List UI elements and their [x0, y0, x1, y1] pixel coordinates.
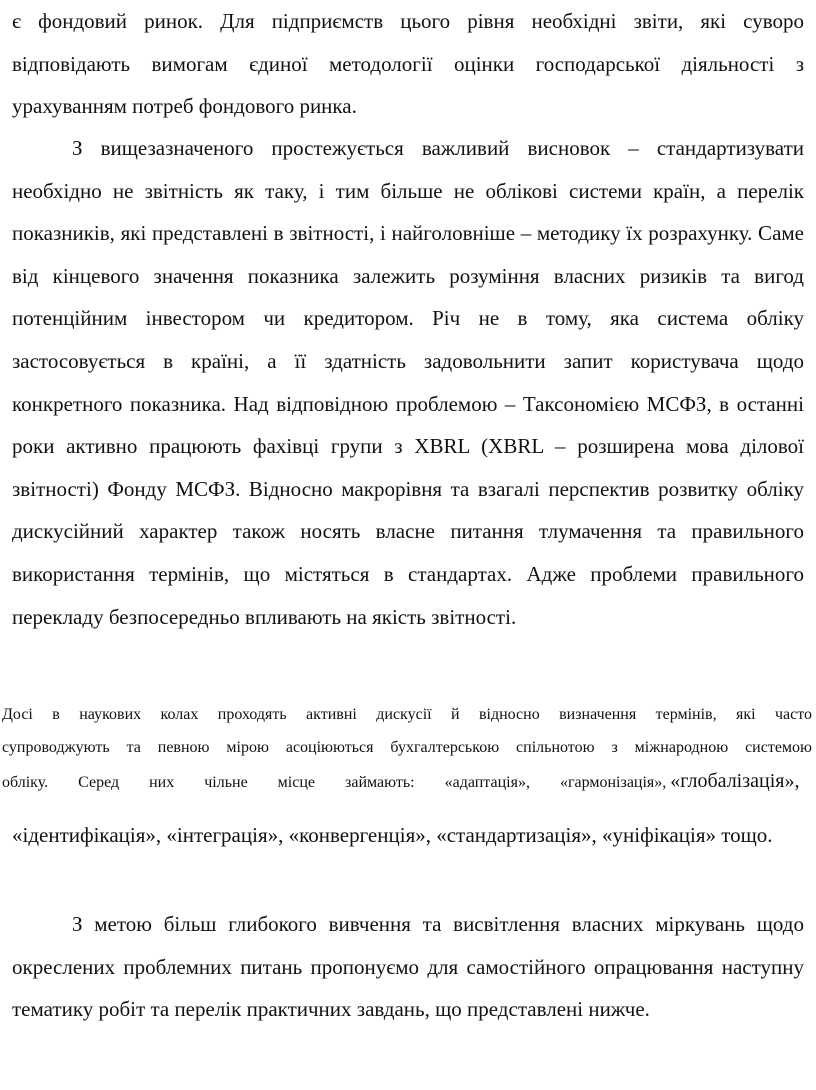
- small-text-line-1: Досі в наукових колах проходять активні дискусії й відносно визначення термінів, які часто: [2, 706, 812, 723]
- small-text-line-3-main: обліку. Серед них чільне місце займають: «адаптація», «гармонізація»,: [2, 774, 667, 791]
- paragraph-stock-market: є фондовий ринок. Для підприємств цього рівня необхідні звіти, які суворо відповідають вимогам єдиної методології оцінки господарської діяльності з урахуванням потреб фондового ринка.: [12, 9, 804, 119]
- small-text-line-2: супроводжують та певною мірою асоціюються бухгалтерською спільнотою з міжнародною системою: [2, 739, 812, 756]
- small-text-line-3: [2, 764, 812, 800]
- small-text-line-3-globalization: «глобалізація»,: [670, 770, 800, 792]
- paragraph-study-proposal: З метою більш глибокого вивчення та висвітлення власних міркувань щодо окреслених проблемних питань пропонуємо для самостійного опрацювання наступну тематику робіт та перелік практичних завдань, що представлені нижче.: [12, 912, 804, 1022]
- paragraph-standardization-conclusion: [12, 127, 804, 638]
- paragraph-terms-list: «ідентифікація», «інтеграція», «конвергенція», «стандартизація», «уніфікація» тощо.: [12, 823, 773, 847]
- paragraph-standardization-text: З вищезазначеного простежується важливий висновок – стандартизувати необхідно не звітність як таку, і тим більше не облікові системи країн, а перелік показників, які представлені в звітності, і найголовніше – методику їх розрахунку. Саме від кінцевого значення показника залежить розуміння власних ризиків та вигод потенційним інвестором чи кредитором. Річ не в тому, яка система обліку застосовується в країні, а її здатність задовольнити запит користувача щодо конкретного показника. Над відповідною проблемою – Таксономією МСФЗ, в останні роки активно працюють фахівці групи з XBRL (XBRL – розширена мова ділової звітності) Фонду МСФЗ. Відносно макрорівня та взагалі перспектив розвитку обліку дискусійний характер також носять власне питання тлумачення та правильного використання термінів, що містяться в стандартах. Адже проблеми правильного перекладу безпосередньо впливають на якість звітності.: [12, 136, 804, 629]
